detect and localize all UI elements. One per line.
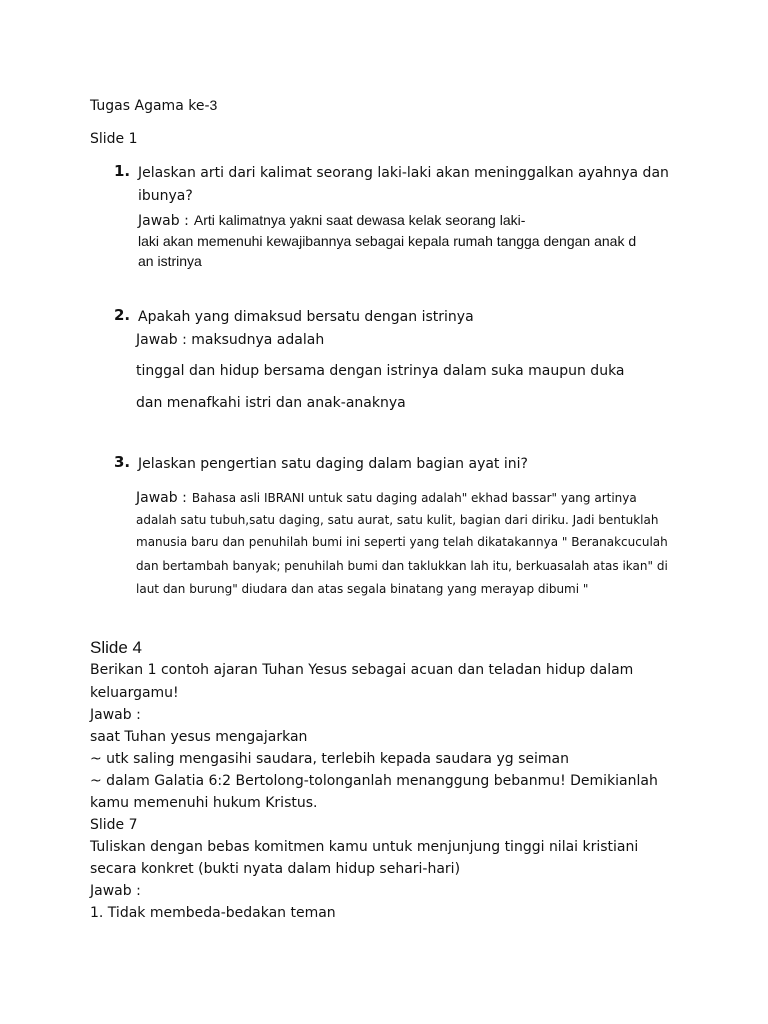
slide7-line3: Jawab : [90,883,141,899]
q3-answer-label: Jawab : [136,490,187,506]
slide4-line5: ~ utk saling mengasihi saudara, terlebih kepada saudara yg seiman [90,751,569,767]
document-title: Tugas Agama ke-3 [90,97,218,114]
slide4-line6: ~ dalam Galatia 6:2 Bertolong-tolonganlah menanggung bebanmu! Demikianlah [90,773,658,789]
q3-answer-line2: adalah satu tubuh,satu daging, satu aurat, satu kulit, bagian dari diriku. Jadi bentuklah [136,513,659,527]
q3-answer-line3: manusia baru dan penuhilah bumi ini seperti yang telah dikatakannya " Beranakcuculah [136,535,668,549]
q3-answer-line5: laut dan burung" diudara dan atas segala binatang yang merayap dibumi " [136,582,589,596]
q1-answer-line1: Jawab : Arti kalimatnya yakni saat dewasa kelak seorang laki- [138,212,526,229]
q3-number: 3. [114,453,131,471]
slide4-line3: Jawab : [90,707,141,723]
q3-answer-line1: Jawab : Bahasa asli IBRANI untuk satu daging adalah" ekhad bassar" yang artinya [136,490,637,506]
q3-answer-line4: dan bertambah banyak; penuhilah bumi dan taklukkan lah itu, berkuasalah atas ikan" di [136,559,668,573]
slide1-heading: Slide 1 [90,131,138,147]
slide7-line2: secara konkret (bukti nyata dalam hidup sehari-hari) [90,861,461,877]
q2-number: 2. [114,306,131,324]
slide7-heading: Slide 7 [90,817,138,833]
q1-question-line1: Jelaskan arti dari kalimat seorang laki-laki akan meninggalkan ayahnya dan [138,165,669,181]
q1-question-line2: ibunya? [138,188,193,204]
slide4-line1: Berikan 1 contoh ajaran Tuhan Yesus sebagai acuan dan teladan hidup dalam [90,662,634,678]
slide4-line2: keluargamu! [90,685,179,701]
q1-number: 1. [114,162,131,180]
q2-answer-line1: Jawab : maksudnya adalah [136,332,325,348]
slide4-line7: kamu memenuhi hukum Kristus. [90,795,318,811]
q2-answer-line3: dan menafkahi istri dan anak-anaknya [136,395,406,411]
q1-answer-label: Jawab : [138,213,189,229]
q1-answer-line2: laki akan memenuhi kewajibannya sebagai kepala rumah tangga dengan anak d [138,233,637,249]
slide4-heading: Slide 4 [90,638,142,657]
q1-answer-line3: an istrinya [138,253,202,269]
slide4-line4: saat Tuhan yesus mengajarkan [90,729,308,745]
q3-question: Jelaskan pengertian satu daging dalam bagian ayat ini? [138,456,528,472]
q2-question: Apakah yang dimaksud bersatu dengan istrinya [138,309,474,325]
slide7-line1: Tuliskan dengan bebas komitmen kamu untuk menjunjung tinggi nilai kristiani [90,839,639,855]
slide7-line4: 1. Tidak membeda-bedakan teman [90,905,336,921]
q2-answer-line2: tinggal dan hidup bersama dengan istrinya dalam suka maupun duka [136,363,625,379]
